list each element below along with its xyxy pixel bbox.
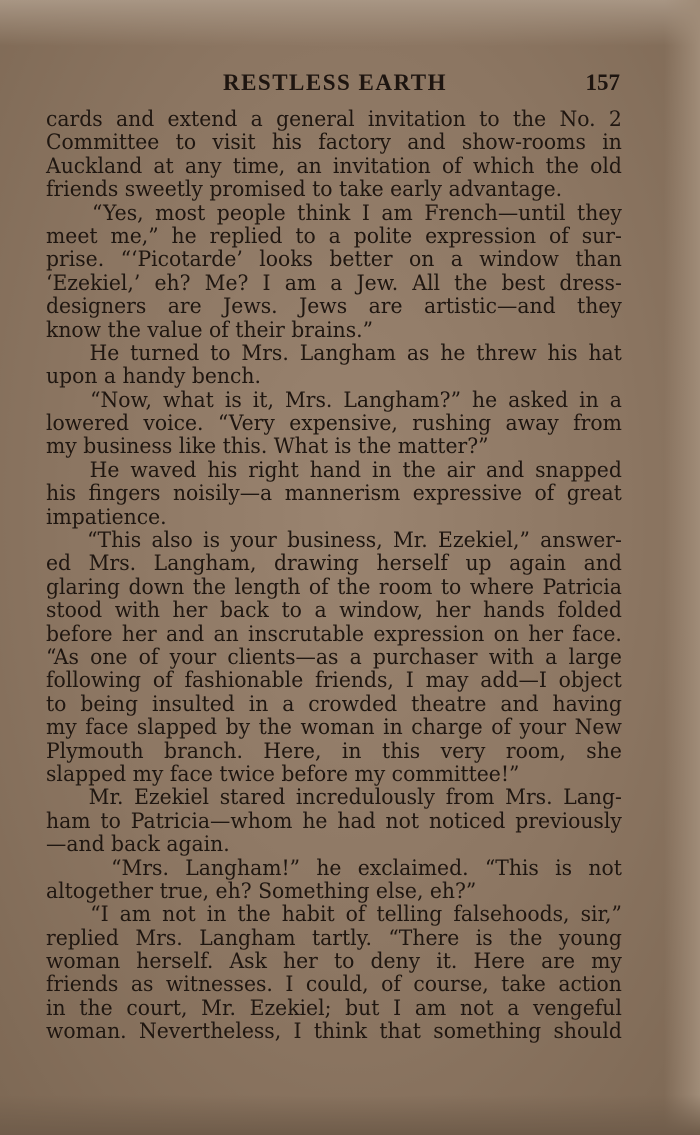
text-line: ‘Ezekiel,’ eh? Me? I am a Jew. All the best dress- bbox=[46, 270, 622, 296]
text-line: slapped my face twice before my committee!” bbox=[46, 761, 520, 787]
page-header bbox=[46, 70, 624, 102]
text-line: ed Mrs. Langham, drawing herself up again and bbox=[46, 551, 622, 577]
text-line: woman. Nevertheless, I think that something should bbox=[46, 1019, 622, 1045]
text-line: Mr. Ezekiel stared incredulously from Mrs. Lang- bbox=[46, 785, 622, 811]
text-line: —and back again. bbox=[46, 832, 230, 858]
text-line: in the court, Mr. Ezekiel; but I am not a vengeful bbox=[46, 995, 622, 1021]
text-line: glaring down the length of the room to where Patricia bbox=[46, 574, 622, 600]
text-line: upon a handy bench. bbox=[46, 364, 261, 390]
text-line: my business like this. What is the matter?” bbox=[46, 434, 489, 460]
text-line: ham to Patricia—whom he had not noticed previously bbox=[46, 808, 622, 834]
text-line: He waved his right hand in the air and snapped bbox=[46, 457, 622, 483]
text-line: “Now, what is it, Mrs. Langham?” he asked in a bbox=[46, 387, 622, 413]
text-line: prise. “‘Picotarde’ looks better on a window than bbox=[46, 247, 622, 273]
text-line: my face slapped by the woman in charge of your New bbox=[46, 715, 622, 741]
text-line: replied Mrs. Langham tartly. “There is the young bbox=[46, 925, 622, 951]
text-line: “Yes, most people think I am French—until they bbox=[46, 200, 622, 226]
page-right-edge bbox=[664, 0, 700, 1135]
text-line: altogether true, eh? Something else, eh?” bbox=[46, 878, 477, 904]
text-line: Auckland at any time, an invitation of which the old bbox=[46, 153, 622, 179]
text-line: Plymouth branch. Here, in this very room, she bbox=[46, 738, 622, 764]
text-line: “As one of your clients—as a purchaser with a large bbox=[46, 644, 622, 670]
running-title: RESTLESS EARTH bbox=[222, 70, 448, 95]
text-line: friends sweetly promised to take early advantage. bbox=[46, 177, 563, 203]
text-line: “This also is your business, Mr. Ezekiel,” answer- bbox=[46, 528, 622, 554]
text-line: lowered voice. “Very expensive, rushing away from bbox=[46, 411, 622, 437]
text-line: to being insulted in a crowded theatre and having bbox=[46, 691, 622, 717]
body-text bbox=[46, 108, 622, 1044]
text-line: friends as witnesses. I could, of course, take action bbox=[46, 972, 622, 998]
page-number: 157 bbox=[585, 70, 620, 95]
text-line: stood with her back to a window, her hands folded bbox=[46, 598, 622, 624]
text-line: designers are Jews. Jews are artistic—and they bbox=[46, 294, 622, 320]
text-line: impatience. bbox=[46, 504, 167, 530]
text-line: before her and an inscrutable expression on her face. bbox=[46, 621, 622, 647]
text-line: woman herself. Ask her to deny it. Here are my bbox=[46, 949, 622, 975]
page-top-edge bbox=[0, 0, 700, 46]
text-line: know the value of their brains.” bbox=[46, 317, 374, 343]
text-line: his fingers noisily—a mannerism expressive of great bbox=[46, 481, 622, 507]
text-line: “Mrs. Langham!” he exclaimed. “This is not bbox=[46, 855, 622, 881]
text-line: He turned to Mrs. Langham as he threw his hat bbox=[46, 340, 622, 366]
text-line: “I am not in the habit of telling falsehoods, sir,” bbox=[46, 902, 622, 928]
text-line: Committee to visit his factory and show-rooms in bbox=[46, 130, 622, 156]
page-bottom-edge bbox=[0, 1095, 700, 1135]
text-line: meet me,” he replied to a polite expression of sur- bbox=[46, 223, 622, 249]
text-line: cards and extend a general invitation to the No. 2 bbox=[46, 107, 622, 132]
text-line: following of fashionable friends, I may add—I object bbox=[46, 668, 622, 694]
